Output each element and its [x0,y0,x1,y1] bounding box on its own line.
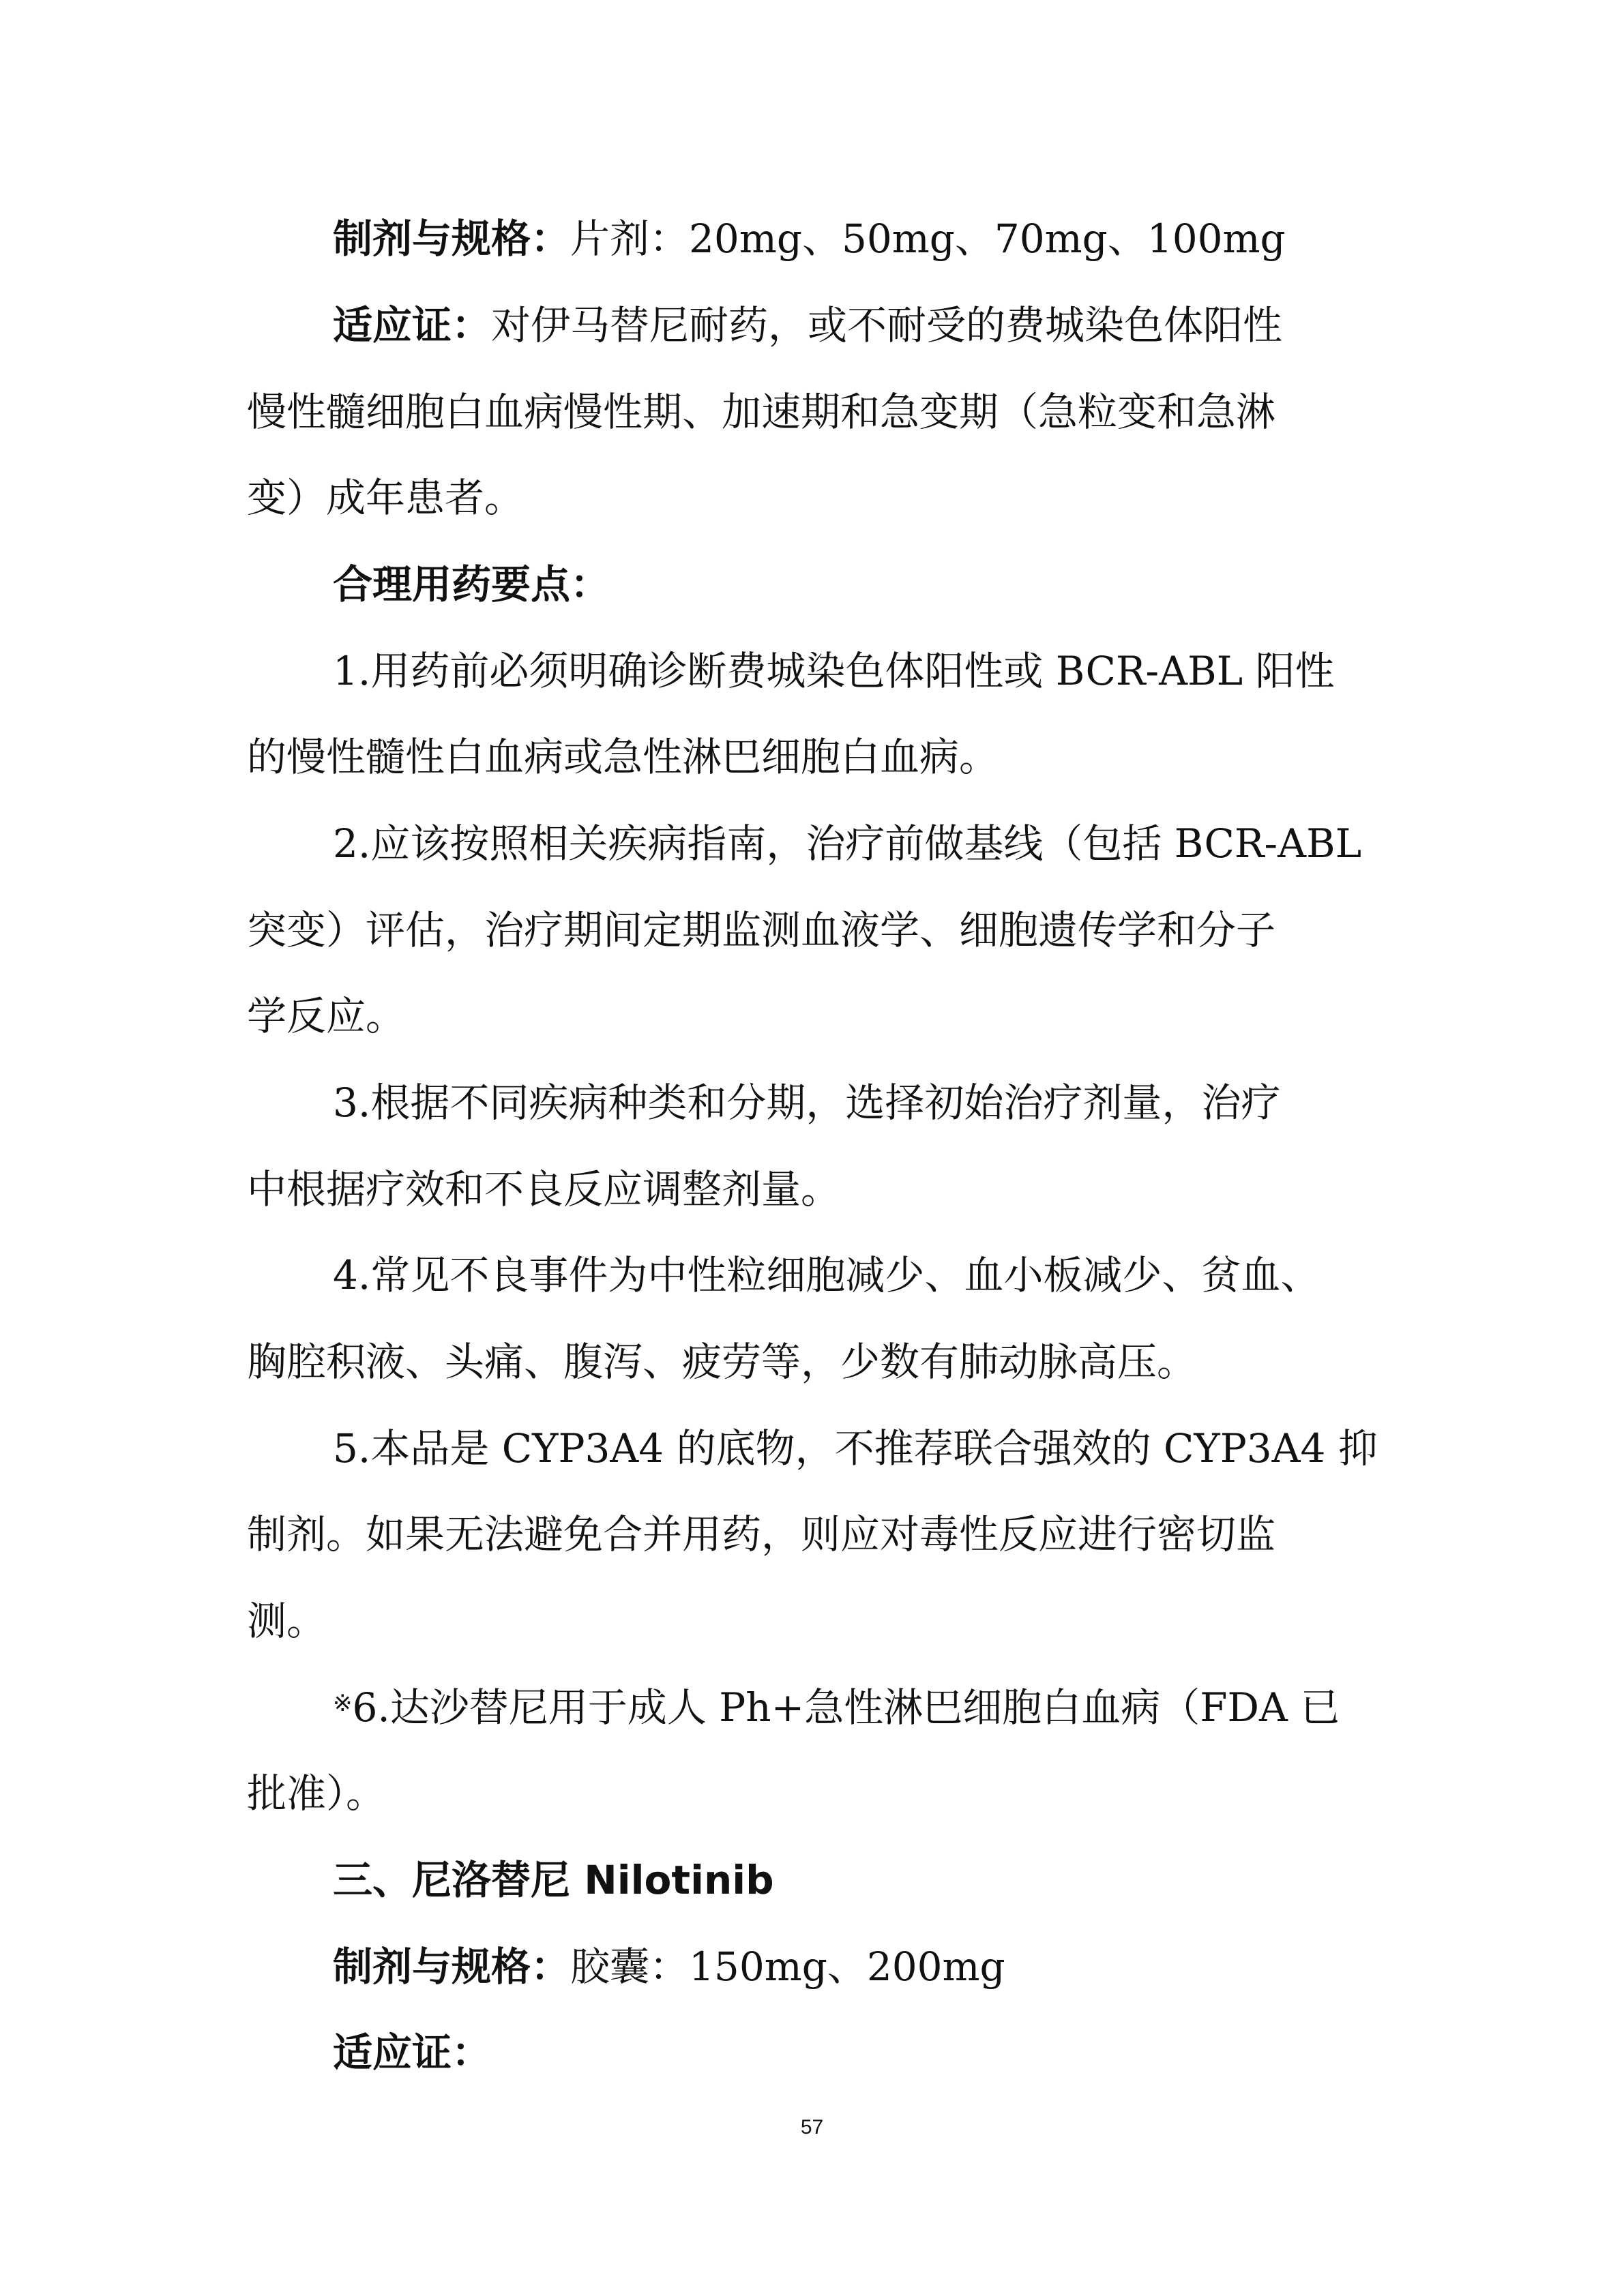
indication-label: 适应证： [333,302,492,348]
reference-mark: ※ [333,1690,353,1717]
point-4-line-1: 4.常见不良事件为中性粒细胞减少、血小板减少、贫血、 [333,1252,1320,1298]
usage-points-heading: 合理用药要点： [333,561,610,608]
dasatinib-indication-line-1 [333,298,1282,353]
point-3-line-2: 中根据疗效和不良反应调整剂量。 [247,1166,841,1212]
point-2-line-2: 突变）评估，治疗期间定期监测血液学、细胞遗传学和分子 [247,907,1276,953]
page-number: 57 [800,2116,824,2138]
point-2-line-1: 2.应该按照相关疾病指南，治疗前做基线（包括 BCR-ABL [333,820,1362,867]
dasatinib-indication-line-2: 慢性髓细胞白血病慢性期、加速期和急变期（急粒变和急淋 [247,389,1276,435]
point-5-line-2: 制剂。如果无法避免合并用药，则应对毒性反应进行密切监 [247,1511,1276,1557]
point-1-line-1: 1.用药前必须明确诊断费城染色体阳性或 BCR-ABL 阳性 [333,648,1335,694]
indication-text: 对伊马替尼耐药，或不耐受的费城染色体阳性 [491,302,1283,348]
spec-value: 胶囊：150mg、200mg [570,1943,1005,1990]
nilotinib-indication-label: 适应证： [333,2029,492,2076]
point-5-line-1: 5.本品是 CYP3A4 的底物，不推荐联合强效的 CYP3A4 抑 [333,1425,1378,1472]
spec-label: 制剂与规格： [333,1943,571,1990]
nilotinib-spec-line [333,1939,1005,1994]
point-2-line-3: 学反应。 [247,993,406,1039]
point-5-line-3: 测。 [247,1598,327,1644]
point-3-line-1: 3.根据不同疾病种类和分期，选择初始治疗剂量，治疗 [333,1079,1281,1126]
point-4-line-2: 胸腔积液、头痛、腹泻、疲劳等，少数有肺动脉高压。 [247,1339,1197,1385]
point-1-line-2: 的慢性髓性白血病或急性淋巴细胞白血病。 [247,734,999,780]
spec-label: 制剂与规格： [333,215,571,262]
point-6-text: 6.达沙替尼用于成人 Ph+急性淋巴细胞白血病（FDA 已 [352,1684,1340,1731]
dasatinib-spec-line [333,211,1286,266]
point-6-line-2: 批准）。 [247,1770,386,1817]
point-6-line-1 [333,1680,1340,1735]
dasatinib-indication-line-3: 变）成年患者。 [247,475,525,521]
spec-value: 片剂：20mg、50mg、70mg、100mg [570,215,1286,262]
nilotinib-heading: 三、尼洛替尼 Nilotinib [333,1857,774,1903]
